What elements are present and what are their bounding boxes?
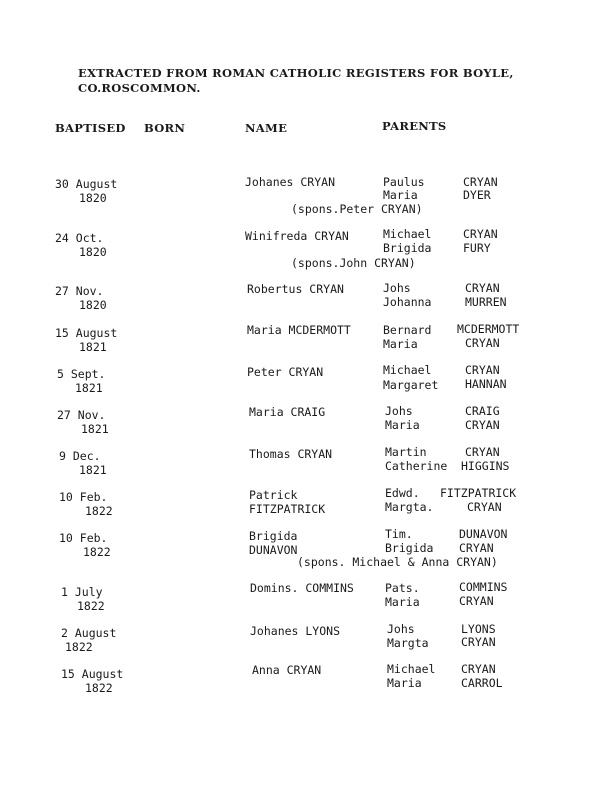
father-forename: Johs	[383, 281, 411, 295]
baptism-date: 30 August	[55, 177, 118, 191]
baptism-year: 1822	[85, 504, 113, 518]
child-name: Maria MCDERMOTT	[247, 323, 351, 337]
baptism-year: 1821	[81, 422, 109, 436]
baptism-date: 5 Sept.	[57, 367, 106, 381]
column-heading-baptised: BAPTISED	[55, 121, 126, 135]
mother-forename: Catherine	[385, 459, 448, 473]
baptism-date: 2 August	[61, 626, 117, 640]
father-forename: Johs	[387, 622, 415, 636]
baptism-date: 15 August	[55, 326, 118, 340]
sponsor-note: (spons.John CRYAN)	[291, 256, 416, 270]
child-name: Peter CRYAN	[247, 365, 324, 379]
father-surname: CRYAN	[463, 227, 498, 241]
father-forename: Bernard	[383, 323, 432, 337]
father-surname: FITZPATRICK	[440, 486, 517, 500]
mother-surname: DYER	[463, 188, 491, 202]
father-forename: Johs	[385, 404, 413, 418]
baptism-date: 9 Dec.	[59, 449, 101, 463]
baptism-date: 24 Oct.	[55, 231, 104, 245]
mother-forename: Maria	[387, 676, 422, 690]
mother-forename: Margta	[387, 636, 429, 650]
father-surname: CRYAN	[465, 363, 500, 377]
document-title-line-2: CO.ROSCOMMON.	[78, 81, 201, 95]
father-surname: DUNAVON	[459, 527, 508, 541]
baptism-date: 27 Nov.	[55, 284, 104, 298]
father-forename: Martin	[385, 445, 427, 459]
mother-surname: CRYAN	[467, 500, 502, 514]
father-forename: Michael	[383, 363, 432, 377]
baptism-year: 1822	[85, 681, 113, 695]
mother-forename: Maria	[383, 337, 418, 351]
baptism-year: 1820	[79, 298, 107, 312]
father-surname: CRYAN	[465, 445, 500, 459]
father-surname: LYONS	[461, 622, 496, 636]
baptism-year: 1822	[83, 545, 111, 559]
baptism-year: 1821	[79, 340, 107, 354]
mother-surname: CARROL	[461, 676, 503, 690]
mother-forename: Maria	[385, 418, 420, 432]
child-name: Anna CRYAN	[252, 663, 322, 677]
baptism-year: 1822	[77, 599, 105, 613]
sponsor-note: (spons.Peter CRYAN)	[291, 202, 423, 216]
mother-surname: CRYAN	[461, 635, 496, 649]
mother-surname: MURREN	[465, 295, 507, 309]
baptism-year: 1821	[75, 381, 103, 395]
baptism-year: 1821	[79, 463, 107, 477]
child-name: Thomas CRYAN	[249, 447, 333, 461]
mother-surname: HANNAN	[465, 377, 507, 391]
mother-forename: Brigida	[385, 541, 434, 555]
child-name: Robertus CRYAN	[247, 282, 344, 296]
baptism-date: 10 Feb.	[59, 531, 108, 545]
father-surname: CRYAN	[463, 175, 498, 189]
father-forename: Michael	[383, 227, 432, 241]
column-heading-parents: PARENTS	[382, 119, 447, 133]
mother-surname: CRYAN	[459, 541, 494, 555]
child-name: Domins. COMMINS	[250, 581, 354, 595]
column-heading-born: BORN	[144, 121, 186, 135]
father-forename: Tim.	[385, 527, 413, 541]
mother-forename: Margaret	[383, 378, 439, 392]
mother-surname: FURY	[463, 241, 491, 255]
child-name: Johanes LYONS	[250, 624, 341, 638]
child-name: Johanes CRYAN	[245, 175, 336, 189]
father-surname: MCDERMOTT	[457, 322, 520, 336]
child-name: Maria CRAIG	[249, 405, 326, 419]
baptism-date: 27 Nov.	[57, 408, 106, 422]
column-heading-name: NAME	[245, 121, 288, 135]
child-name-line-2: DUNAVON	[249, 543, 298, 557]
father-forename: Michael	[387, 662, 436, 676]
mother-surname: CRYAN	[465, 418, 500, 432]
father-forename: Edwd.	[385, 486, 420, 500]
father-surname: CRYAN	[465, 281, 500, 295]
child-name-line-1: Brigida	[249, 529, 298, 543]
father-surname: CRAIG	[465, 404, 500, 418]
mother-surname: HIGGINS	[461, 459, 510, 473]
mother-forename: Brigida	[383, 241, 432, 255]
mother-forename: Maria	[383, 188, 418, 202]
mother-forename: Maria	[385, 595, 420, 609]
baptism-year: 1820	[79, 245, 107, 259]
mother-surname: CRYAN	[459, 594, 494, 608]
sponsor-note: (spons. Michael & Anna CRYAN)	[297, 555, 498, 569]
mother-forename: Johanna	[383, 295, 432, 309]
child-name: Winifreda CRYAN	[245, 229, 349, 243]
child-name-line-2: FITZPATRICK	[249, 502, 326, 516]
document-title-line-1: EXTRACTED FROM ROMAN CATHOLIC REGISTERS FOR BOYLE,	[78, 66, 514, 80]
mother-forename: Margta.	[385, 500, 434, 514]
father-forename: Paulus	[383, 175, 425, 189]
father-forename: Pats.	[385, 581, 420, 595]
father-surname: CRYAN	[461, 662, 496, 676]
child-name-line-1: Patrick	[249, 488, 298, 502]
father-surname: COMMINS	[459, 580, 508, 594]
mother-surname: CRYAN	[465, 336, 500, 350]
baptism-year: 1820	[79, 191, 107, 205]
baptism-date: 10 Feb.	[59, 490, 108, 504]
baptism-date: 1 July	[61, 585, 103, 599]
baptism-year: 1822	[65, 640, 93, 654]
baptism-date: 15 August	[61, 667, 124, 681]
